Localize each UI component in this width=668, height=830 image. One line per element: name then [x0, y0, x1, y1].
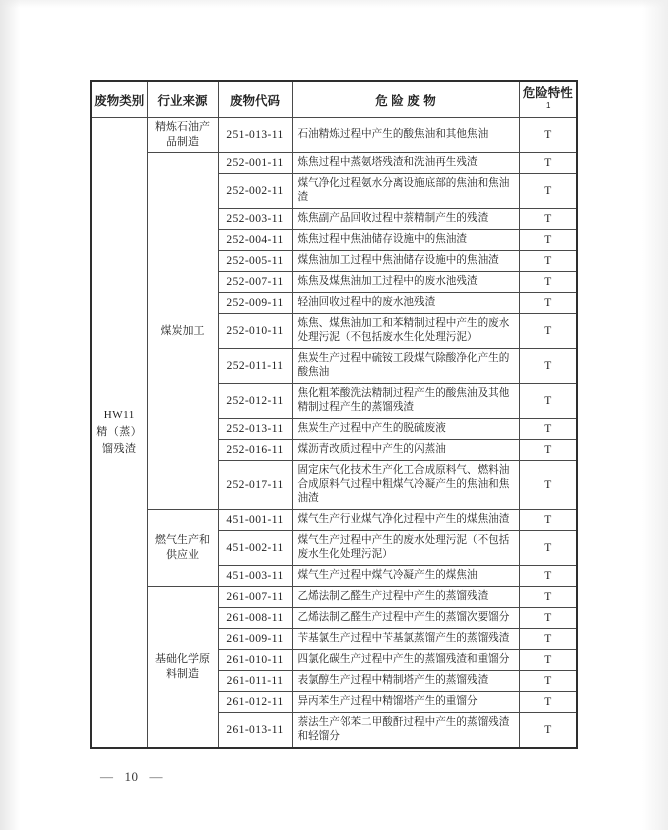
waste-description-cell: 苄基氯生产过程中苄基氯蒸馏产生的蒸馏残渣: [292, 629, 519, 650]
waste-code-cell: 261-008-11: [218, 608, 292, 629]
waste-description-cell: 炼焦副产品回收过程中萘精制产生的残渣: [292, 209, 519, 230]
waste-description-cell: 煤气净化过程氨水分离设施底部的焦油和焦油渣: [292, 174, 519, 209]
waste-description-cell: 煤沥青改质过程中产生的闪蒸油: [292, 440, 519, 461]
hazard-characteristic-cell: T: [519, 419, 577, 440]
hazard-characteristic-cell: T: [519, 349, 577, 384]
header-hazardous-waste-label: 危 险 废 物: [375, 93, 436, 108]
waste-description-cell: 固定床气化技术生产化工合成原料气、燃料油合成原料气过程中粗煤气冷凝产生的焦油和焦油渣: [292, 461, 519, 510]
waste-description-cell: 炼焦、煤焦油加工和苯精制过程中产生的废水处理污泥（不包括废水生化处理污泥）: [292, 314, 519, 349]
waste-description-cell: 煤焦油加工过程中焦油储存设施中的焦油渣: [292, 251, 519, 272]
waste-category-cell: HW11 精（蒸） 馏残渣: [91, 118, 147, 749]
waste-description-cell: 异丙苯生产过程中精馏塔产生的重馏分: [292, 692, 519, 713]
industry-source-cell: 煤炭加工: [147, 153, 218, 510]
header-waste-code: 废物代码: [218, 81, 292, 118]
waste-description-cell: 表氯醇生产过程中精制塔产生的蒸馏残渣: [292, 671, 519, 692]
waste-code-cell: 252-012-11: [218, 384, 292, 419]
hazard-characteristic-cell: T: [519, 272, 577, 293]
scan-edge-top: [0, 0, 668, 8]
header-waste-category: 废物类别: [91, 81, 147, 118]
waste-code-cell: 252-002-11: [218, 174, 292, 209]
waste-code-cell: 252-013-11: [218, 419, 292, 440]
waste-description-cell: 炼焦过程中焦油储存设施中的焦油渣: [292, 230, 519, 251]
waste-code-cell: 252-001-11: [218, 153, 292, 174]
waste-description-cell: 煤气生产过程中产生的废水处理污泥（不包括废水生化处理污泥）: [292, 531, 519, 566]
hazard-characteristic-cell: T: [519, 510, 577, 531]
footer-right-dash: —: [149, 769, 163, 784]
table-row: [91, 510, 577, 531]
hazard-characteristic-cell: T: [519, 692, 577, 713]
waste-description-cell: 轻油回收过程中的废水池残渣: [292, 293, 519, 314]
waste-code-cell: 261-009-11: [218, 629, 292, 650]
waste-code-cell: 252-003-11: [218, 209, 292, 230]
waste-code-cell: 451-002-11: [218, 531, 292, 566]
header-hazard-footnote-mark: 1: [546, 101, 551, 110]
table-body: [91, 118, 577, 749]
header-industry-source: 行业来源: [147, 81, 218, 118]
hazard-characteristic-cell: T: [519, 293, 577, 314]
hazard-characteristic-cell: T: [519, 209, 577, 230]
waste-description-cell: 四氯化碳生产过程中产生的蒸馏残渣和重馏分: [292, 650, 519, 671]
waste-code-cell: 451-001-11: [218, 510, 292, 531]
waste-code-cell: 261-012-11: [218, 692, 292, 713]
hazard-characteristic-cell: T: [519, 650, 577, 671]
hazard-characteristic-cell: T: [519, 587, 577, 608]
waste-code-cell: 252-007-11: [218, 272, 292, 293]
page-footer: [100, 769, 163, 785]
hazard-characteristic-cell: T: [519, 531, 577, 566]
footer-left-dash: —: [100, 769, 114, 784]
waste-code-cell: 252-017-11: [218, 461, 292, 510]
table-row: [91, 153, 577, 174]
hazard-characteristic-cell: T: [519, 118, 577, 153]
waste-description-cell: 萘法生产邻苯二甲酸酐过程中产生的蒸馏残渣和轻馏分: [292, 713, 519, 749]
page-number: 10: [124, 769, 139, 784]
waste-code-cell: 252-004-11: [218, 230, 292, 251]
hazard-characteristic-cell: T: [519, 713, 577, 749]
table-row: [91, 118, 577, 153]
waste-code-cell: 261-011-11: [218, 671, 292, 692]
industry-source-cell: 基础化学原料制造: [147, 587, 218, 749]
hazard-characteristic-cell: T: [519, 174, 577, 209]
waste-description-cell: 乙烯法制乙醛生产过程中产生的蒸馏次要馏分: [292, 608, 519, 629]
waste-description-cell: 焦化粗苯酸洗法精制过程产生的酸焦油及其他精制过程产生的蒸馏残渣: [292, 384, 519, 419]
hazard-characteristic-cell: T: [519, 251, 577, 272]
header-hazardous-waste: [292, 81, 519, 118]
waste-description-cell: 煤气生产过程中煤气冷凝产生的煤焦油: [292, 566, 519, 587]
header-hazard-characteristic: [519, 81, 577, 118]
table-header-row: [91, 81, 577, 118]
waste-code-cell: 252-011-11: [218, 349, 292, 384]
table-row: [91, 587, 577, 608]
hazard-characteristic-cell: T: [519, 440, 577, 461]
industry-source-cell: 精炼石油产品制造: [147, 118, 218, 153]
waste-description-cell: 乙烯法制乙醛生产过程中产生的蒸馏残渣: [292, 587, 519, 608]
hazard-characteristic-cell: T: [519, 314, 577, 349]
waste-code-cell: 451-003-11: [218, 566, 292, 587]
waste-code-cell: 251-013-11: [218, 118, 292, 153]
waste-code-cell: 261-010-11: [218, 650, 292, 671]
waste-description-cell: 石油精炼过程中产生的酸焦油和其他焦油: [292, 118, 519, 153]
hazard-characteristic-cell: T: [519, 629, 577, 650]
waste-description-cell: 炼焦及煤焦油加工过程中的废水池残渣: [292, 272, 519, 293]
hazard-characteristic-cell: T: [519, 461, 577, 510]
waste-description-cell: 焦炭生产过程中硫铵工段煤气除酸净化产生的酸焦油: [292, 349, 519, 384]
waste-code-cell: 252-009-11: [218, 293, 292, 314]
waste-description-cell: 炼焦过程中蒸氨塔残渣和洗油再生残渣: [292, 153, 519, 174]
waste-description-cell: 焦炭生产过程中产生的脱硫废液: [292, 419, 519, 440]
waste-code-cell: 261-013-11: [218, 713, 292, 749]
hazard-characteristic-cell: T: [519, 230, 577, 251]
waste-code-cell: 252-005-11: [218, 251, 292, 272]
waste-code-cell: 252-016-11: [218, 440, 292, 461]
hazard-characteristic-cell: T: [519, 153, 577, 174]
hazardous-waste-table: [90, 80, 578, 749]
waste-code-cell: 261-007-11: [218, 587, 292, 608]
hazard-characteristic-cell: T: [519, 384, 577, 419]
scan-edge-left: [0, 0, 20, 830]
waste-code-cell: 252-010-11: [218, 314, 292, 349]
scan-edge-right: [642, 0, 668, 830]
header-hazard-characteristic-label: 危险特性: [522, 86, 573, 100]
hazard-characteristic-cell: T: [519, 566, 577, 587]
hazard-characteristic-cell: T: [519, 608, 577, 629]
waste-description-cell: 煤气生产行业煤气净化过程中产生的煤焦油渣: [292, 510, 519, 531]
industry-source-cell: 燃气生产和供应业: [147, 510, 218, 587]
hazard-characteristic-cell: T: [519, 671, 577, 692]
